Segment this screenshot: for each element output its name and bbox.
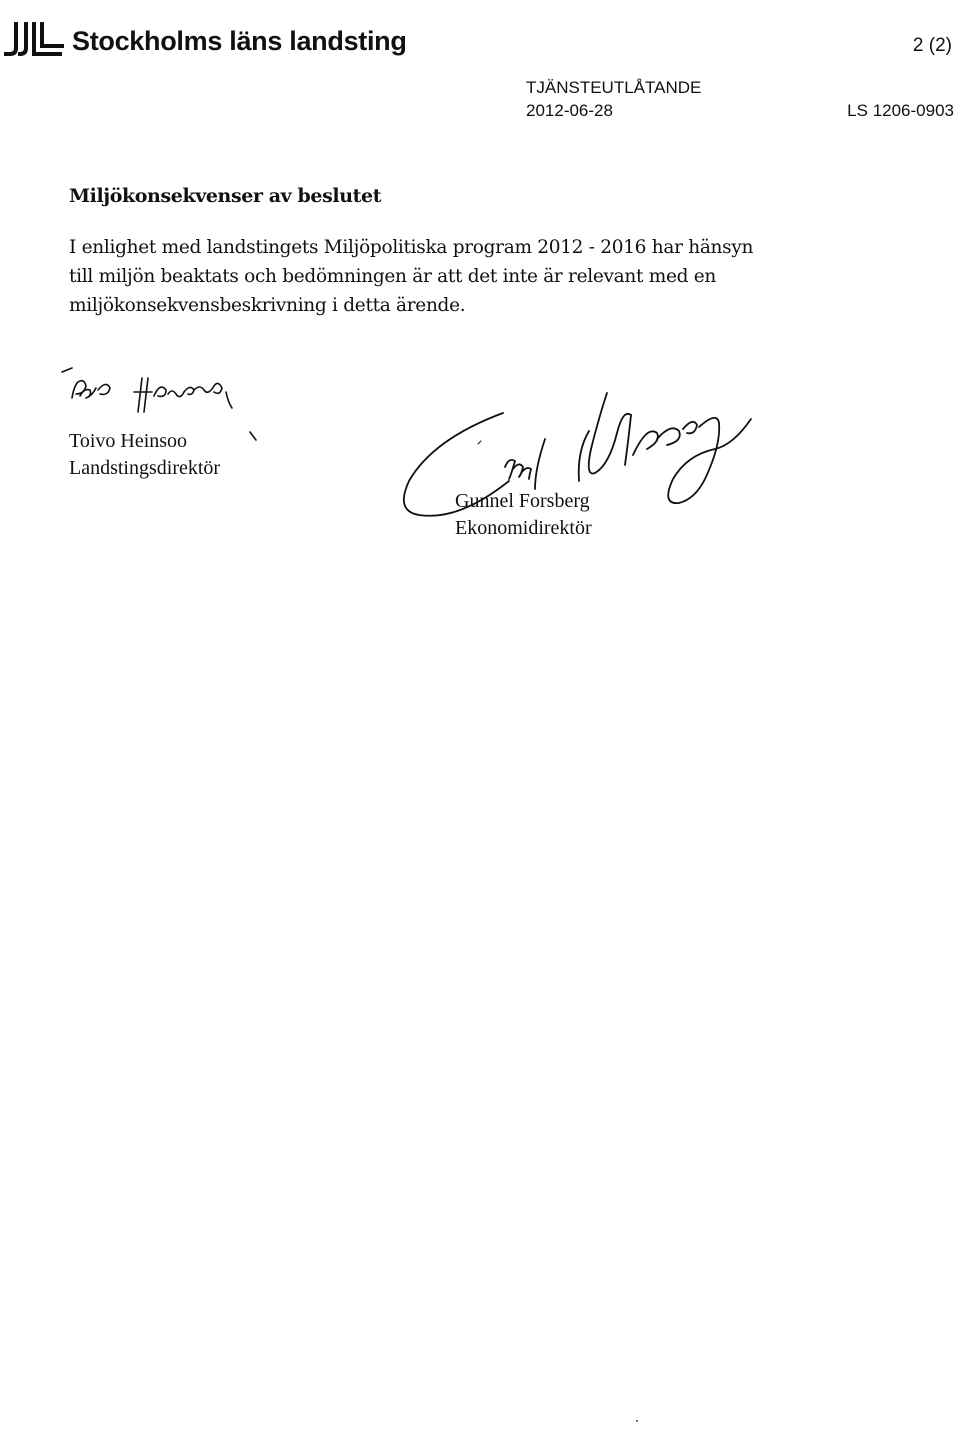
document-date: 2012-06-28	[526, 101, 613, 120]
signatory-name: Gunnel Forsberg	[455, 490, 590, 512]
document-reference: LS 1206-0903	[847, 101, 954, 120]
body-paragraph	[69, 233, 829, 320]
signature-block-1	[69, 428, 220, 482]
scan-artifact-dot	[636, 1420, 638, 1422]
body-line: till miljön beaktats och bedömningen är att det inte är relevant med en	[69, 266, 716, 287]
section-heading: Miljökonsekvenser av beslutet	[69, 185, 382, 207]
body-line: miljökonsekvensbeskrivning i detta ärende.	[69, 295, 466, 316]
document-type: TJÄNSTEUTLÅTANDE	[526, 78, 702, 97]
body-line: I enlighet med landstingets Miljöpolitiska program 2012 - 2016 har hänsyn	[69, 237, 754, 258]
signatory-title: Landstingsdirektör	[69, 457, 221, 479]
organization-logo	[4, 20, 66, 60]
organization-name: Stockholms läns landsting	[72, 26, 407, 56]
page-number: 2 (2)	[912, 35, 952, 56]
signatory-name: Toivo Heinsoo	[69, 430, 188, 452]
signature-block-2	[455, 488, 592, 542]
signatory-title: Ekonomidirektör	[455, 517, 592, 539]
